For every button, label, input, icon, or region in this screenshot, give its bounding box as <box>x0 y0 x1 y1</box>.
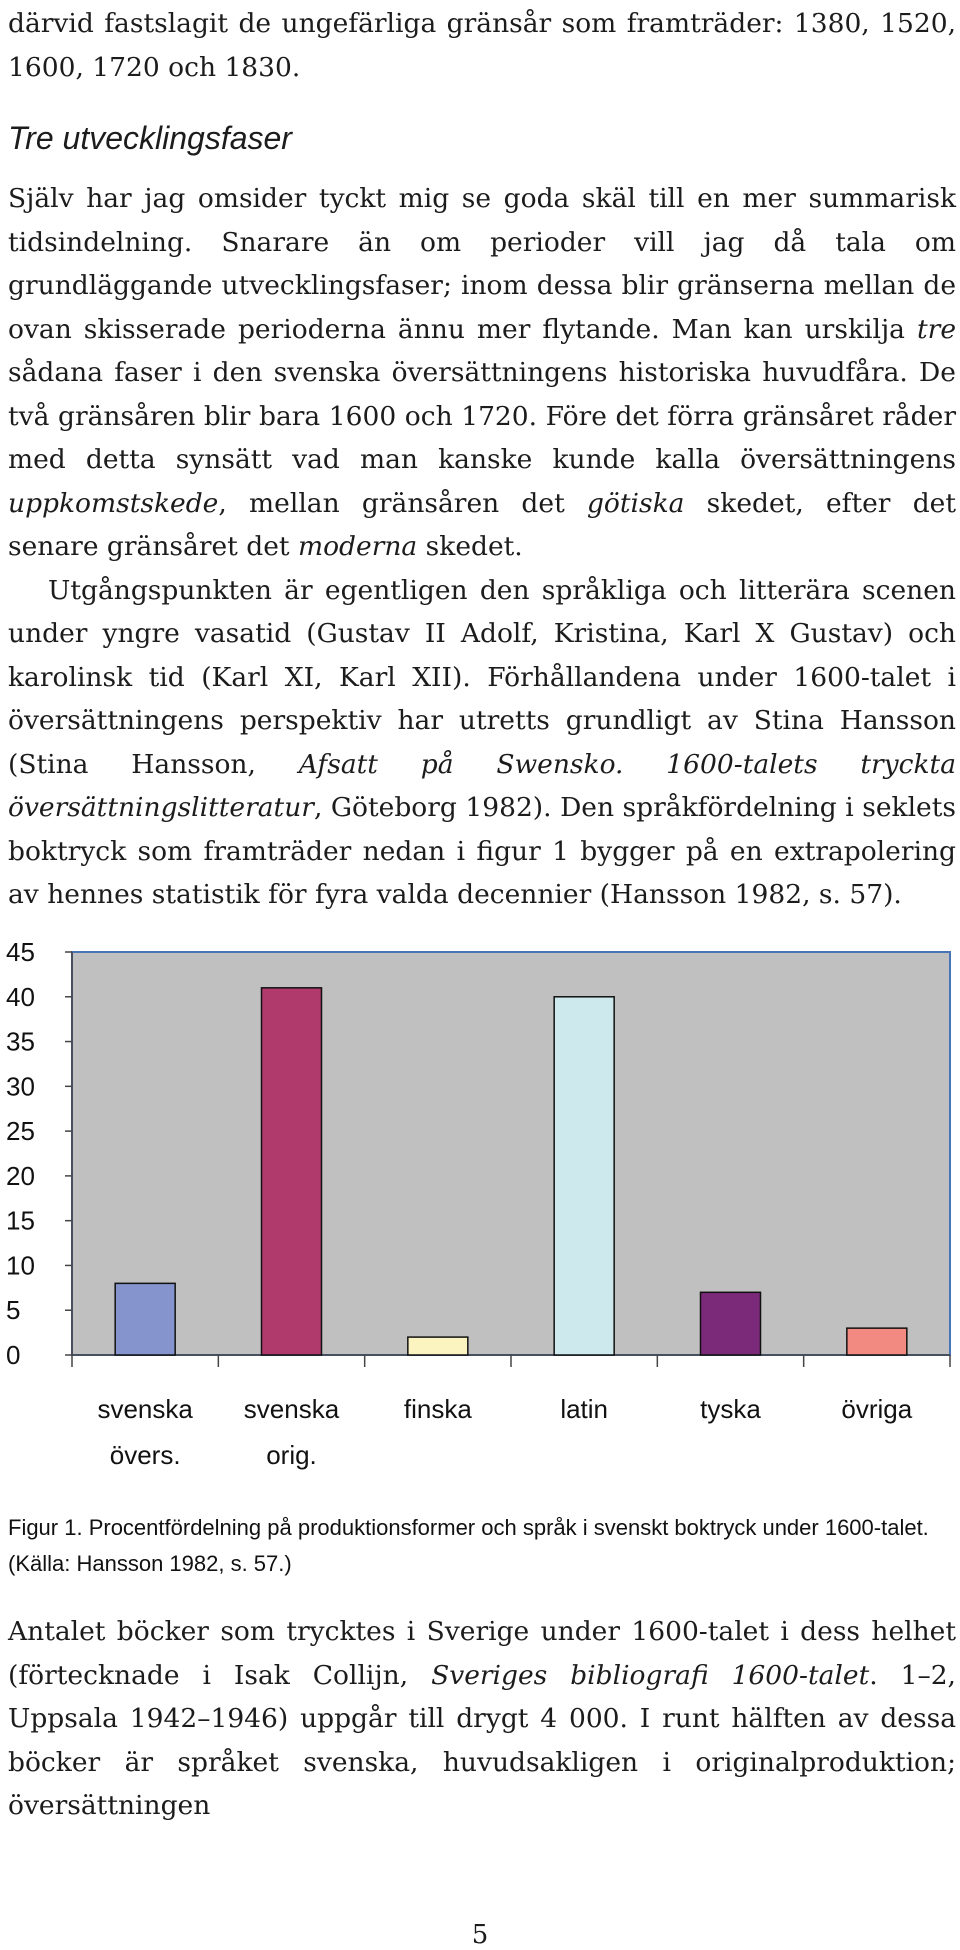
paragraph-book-count: Antalet böcker som trycktes i Sverige under 1600-talet i dess helhet (förtecknade i Isak Collijn, Sveriges bibliografi 1600-talet. 1–2, Uppsala 1942–1946) uppgår till drygt 4 000. I runt hälften av dessa böcker är språket svenska, huvudsakligen i originalproduktion; översättningen <box>8 1616 956 1821</box>
chart-y-tick-label: 25 <box>6 1116 35 1147</box>
chart-x-category-label: latin <box>560 1394 609 1424</box>
chart-x-category-label: tyska <box>700 1394 761 1424</box>
chart-bar-3 <box>408 1337 468 1355</box>
chart-y-tick-label: 5 <box>6 1295 21 1326</box>
chart-y-tick-label: 45 <box>6 937 35 967</box>
section-heading: Tre utvecklingsfaser <box>8 120 292 156</box>
chart-x-category-label: orig. <box>266 1440 317 1470</box>
paragraph-starting-point: Utgångspunkten är egentligen den språkliga och litterära scenen under yngre vasatid (Gustav II Adolf, Kristina, Karl X Gustav) och karolinsk tid (Karl XI, Karl XII). Förhållandena under 1600-talet i översättningens perspektiv har utretts grundligt av Stina Hansson (Stina Hansson, Afsatt på Swensko. 1600-talets tryckta översättningslitteratur, Göteborg 1982). Den språkfördelning i seklets boktryck som framträder nedan i figur 1 bygger på en extrapolering av hennes statistik för fyra valda decennier (Hansson 1982, s. 57). <box>8 574 956 910</box>
chart-x-category-label: svenska <box>243 1394 340 1424</box>
chart-x-category-label: finska <box>403 1394 472 1424</box>
chart-y-tick-label: 0 <box>6 1340 21 1370</box>
chart-y-tick-label: 20 <box>6 1160 35 1191</box>
chart-bar-1 <box>115 1283 175 1355</box>
chart-bar-4 <box>554 997 614 1355</box>
section-body <box>8 177 956 917</box>
chart-x-category-label: övers. <box>109 1440 181 1470</box>
page-number: 5 <box>471 1920 489 1950</box>
emphasis-uppkomstskede: uppkomstskede <box>8 487 219 519</box>
book-title-afsatt: Afsatt på Swensko. 1600-talets tryckta översättningslitteratur <box>8 748 956 823</box>
emphasis-moderna: moderna <box>297 531 418 562</box>
figure-caption: Figur 1. Procentfördelning på produktionsformer och språk i svenskt boktryck under 1600-talet. (Källa: Hansson 1982, s. 57.) <box>8 1515 929 1576</box>
chart-y-tick-label: 30 <box>6 1071 35 1102</box>
chart-bar-5 <box>701 1292 761 1355</box>
paragraph-phases: Själv har jag omsider tyckt mig se goda skäl till en mer summarisk tidsindelning. Snarare än om perioder vill jag då tala om grundläggande utvecklingsfaser; inom dessa blir gränserna mellan de ovan skisserade perioderna ännu mer flytande. Man kan urskilja tre sådana faser i den svenska översättningens historiska huvudfåra. De två gränsåren blir bara 1600 och 1720. Före det förra gränsåret råder med detta synsätt vad man kanske kunde kalla översättningens uppkomstskede, mellan gränsåren det götiska skedet, efter det senare gränsåret det moderna skedet. <box>8 183 956 562</box>
language-distribution-bar-chart <box>0 930 960 1490</box>
intro-paragraph: därvid fastslagit de ungefärliga gränsår som framträder: 1380, 1520, 1600, 1720 och 1830. <box>8 8 956 83</box>
chart-x-category-label: svenska <box>97 1394 193 1424</box>
chart-bar-2 <box>262 988 322 1355</box>
emphasis-tre: tre <box>917 313 956 345</box>
chart-x-category-label: övriga <box>841 1394 913 1424</box>
emphasis-gotiska: götiska <box>586 487 685 519</box>
chart-y-tick-label: 40 <box>6 981 35 1012</box>
intro-text <box>8 2 956 89</box>
chart-y-tick-label: 35 <box>6 1026 35 1057</box>
chart-plot-area <box>72 952 950 1355</box>
chart-bar-6 <box>847 1328 907 1355</box>
chart-y-tick-label: 15 <box>6 1205 35 1236</box>
closing-text <box>8 1610 956 1828</box>
chart-y-tick-label: 10 <box>6 1250 35 1281</box>
book-title-bibliografi: Sveriges bibliografi 1600-talet <box>431 1659 870 1691</box>
